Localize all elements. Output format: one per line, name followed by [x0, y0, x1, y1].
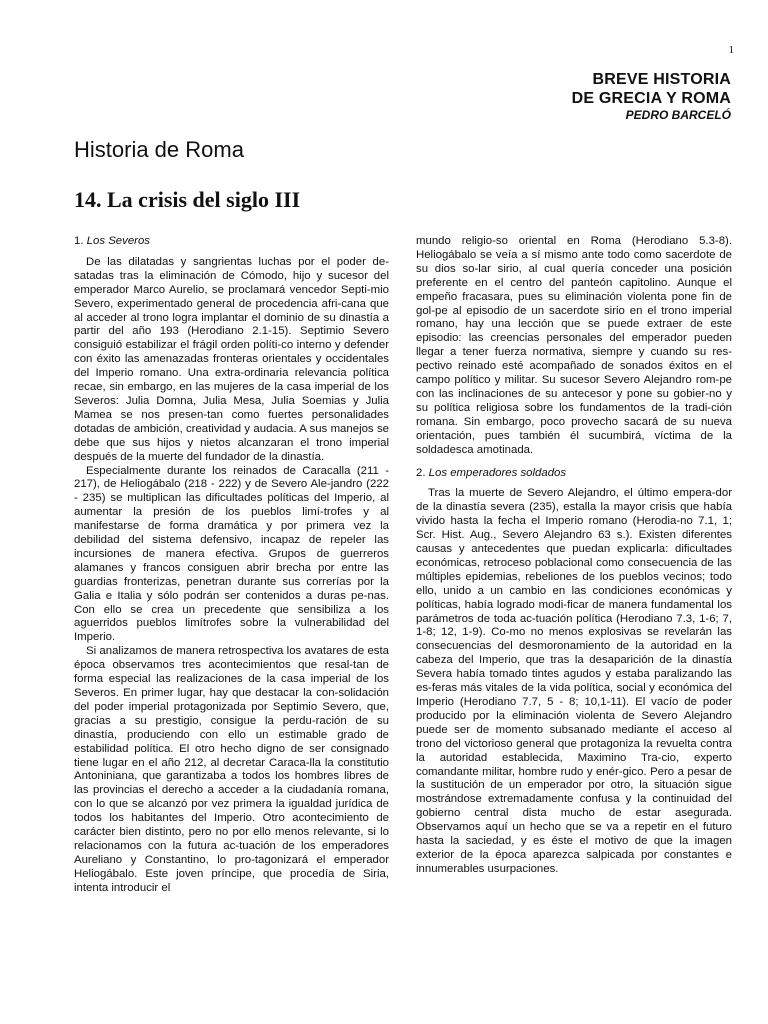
text-column-right [416, 235, 732, 877]
section-title: Los emperadores soldados [428, 466, 567, 479]
chapter-title: 14. La crisis del siglo III [74, 187, 301, 212]
book-author: PEDRO BARCELÓ [625, 108, 731, 122]
page-number: 1 [728, 44, 734, 56]
section-heading-2 [416, 467, 732, 481]
paragraph: Tras la muerte de Severo Alejandro, el último empera-dor de la dinastía severa (235), estalla la mayor crisis que había vivido hasta la fecha el Imperio romano (Herodia-no 7.1, 1; Scr. Hist. Aug., Severo Alejandro 63 s.). Existen diferentes causas y antecedentes que puedan explicarla: dificultades económicas, retroceso poblacional como consecuencia de las múltiples epidemias, rebeliones de los pueblos vecinos; todo ello, unido a un cambio en las condiciones económicas y políticas, había logrado modi-ficar de manera fundamental los parámetros de toda ac-tuación política (Herodiano 7.3, 1-6; 7, 1-8; 12, 1-9). Co-mo no menos explosivas se revelarán las consecuencias del desmoronamiento de la autoridad en la cabeza del Imperio, que tras la desaparición de la dinastía Severa había tomado tintes agudos y estaba paralizando las es-feras más vitales de la vida política, social y económica del Imperio (Herodiano 7.7, 5 - 8; 10,1-11). El vacío de poder producido por la eliminación violenta de Severo Alejandro puede ser de momento subsanado mediante el acceso al trono del victorioso general que protagoniza la revuelta contra la autoridad establecida, Maximino Tra-cio, experto comandante militar, hombre rudo y enér-gico. Pero a pesar de la sustitución de un emperador por otro, la situación sigue mostrándose extremadamente confusa y la continuidad del gobierno central dista mucho de estar asegurada. Observamos aquí un hecho que se va a repetir en el futuro hasta la saciedad, y es éste el motivo de que la imagen exterior de la época aparezca salpicada por constantes e innumerables usurpaciones. [416, 487, 732, 875]
section-heading-1 [74, 235, 389, 249]
book-title-line-2: DE GRECIA Y ROMA [571, 90, 731, 107]
section-number: 2. [416, 466, 426, 479]
book-header [572, 70, 731, 122]
paragraph: Especialmente durante los reinados de Caracalla (211 - 217), de Heliogábalo (218 - 222) y de Severo Ale-jandro (222 - 235) se multiplican las dificultades políticas del Imperio, al aumentar la presión de los pueblos limí-trofes y al manifestarse de forma dramática y por primera vez la debilidad del sistema defensivo, incapaz de repeler las incursiones de manera efectiva. Grupos de guerreros alamanes y francos consiguen abrir brecha por entre las guardias fronterizas, penetran durante sus correrías por la Galia e Italia y sólo podrán ser contenidos a duras pe-nas. Con ello se crea un precedente que sensibiliza a los aguerridos pueblos limítrofes sobre la vulnerabilidad del Imperio. [74, 464, 389, 644]
paragraph: De las dilatadas y sangrientas luchas por el poder de-satadas tras la eliminación de Cómodo, hijo y sucesor del emperador Marco Aurelio, se proclamará vencedor Septi-mio Severo, experimentado general de procedencia afri-cana que al acceder al trono logra implantar el dominio de su dinastía a partir del año 193 (Herodiano 2.1-15). Septimio Severo consiguió estabilizar el frágil orden políti-co interno y defender con éxito las amenazadas fronteras orientales y occidentales del Imperio romano. Una extra-ordinaria relevancia política recae, sin embargo, en las mujeres de la casa imperial de los Severos: Julia Domna, Julia Mesa, Julia Soemias y Julia Mamea se nos presen-tan como fuertes personalidades dotadas de ambición, creatividad y audacia. A sus manejos se debe que sus hijos y nietos alcanzaran el trono imperial después de la muerte del fundador de la dinastía. [74, 255, 389, 463]
section-number: 1. [74, 235, 84, 247]
paragraph-continued-right: mundo religio-so oriental en Roma (Herodiano 5.3-8). Heliogábalo se veía a sí mismo ante todo como sacerdote de su dios so-lar sirio, al cual quería conceder una posición preferente en el centro del panteón capitolino. Aunque el empeño fracasara, pues su eliminación violenta pone fin de gol-pe al episodio de un sacerdote sirio en el trono imperial romano, hay una lección que se puede extraer de este episodio: las creencias personales del emperador pueden llegar a tener fuerza normativa, siempre y cuando su res-pectivo reinado esté acompañado de sonados éxitos en el campo político y militar. Su sucesor Severo Alejandro rom-pe con las inclinaciones de su antecesor y pone su gobier-no y su política religiosa sobre los fundamentos de la tradi-ción romana. Sin embargo, poco provecho sacará de su nueva orientación, pues también él sucumbirá, víctima de la soldadesca amotinada. [416, 235, 732, 456]
part-title: Historia de Roma [74, 137, 244, 162]
section-title: Los Severos [86, 235, 150, 247]
book-title-line-1: BREVE HISTORIA [592, 71, 731, 88]
paragraph-continued-left: Si analizamos de manera retrospectiva los avatares de esta época observamos tres acontecimientos que resal-tan de forma especial las realizaciones de la casa imperial de los Severos. En primer lugar, hay que destacar la con-solidación del poder imperial protagonizada por Septimio Severo, que, gracias a su prestigio, consigue la perdu-ración de su dinastía, produciendo con ello un estimable grado de estabilidad política. El otro hecho digno de ser consignado tiene lugar en el año 212, al decretar Caraca-lla la constitutio Antoniniana, que garantizaba a todos los hombres libres de las provincias el derecho a acceder a la ciudadanía romana, con lo que se alcanzó por vez primera la igualdad jurídica de todos los habitantes del Imperio. Otro acontecimiento de carácter bien distinto, pero no por ello menos relevante, si lo relacionamos con la futura ac-tuación de los emperadores Aureliano y Constantino, lo pro-tagonizará el emperador Heliogábalo. Este joven príncipe, que procedía de Siria, intenta introducir el [74, 645, 389, 894]
text-column-left [74, 235, 389, 896]
